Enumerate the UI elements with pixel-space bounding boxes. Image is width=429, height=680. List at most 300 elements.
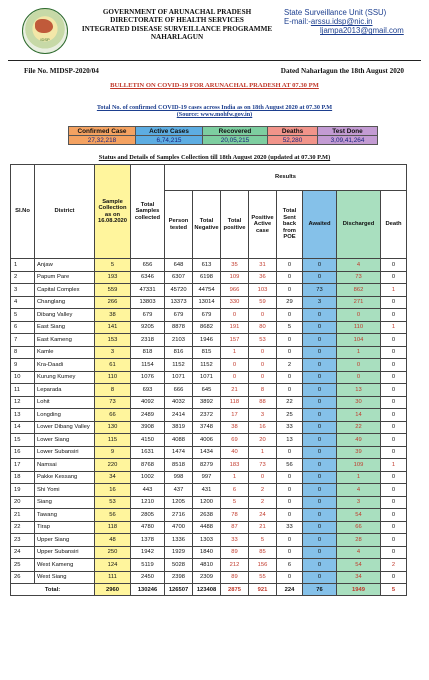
cell-death: 0 bbox=[381, 534, 407, 547]
total-cell: 2875 bbox=[221, 584, 249, 596]
cell-death: 0 bbox=[381, 446, 407, 459]
table-row bbox=[11, 434, 407, 447]
cell-sent-back: 5 bbox=[277, 321, 303, 334]
cell-total-samples: 3908 bbox=[131, 421, 165, 434]
cell-person-tested: 45720 bbox=[165, 284, 193, 297]
cell-person-tested: 2398 bbox=[165, 571, 193, 584]
col-header-total-positive: Total positive bbox=[221, 191, 249, 259]
cell-sample-today: 220 bbox=[95, 459, 131, 472]
cell-total-positive: 17 bbox=[221, 409, 249, 422]
cell-sent-back: 56 bbox=[277, 459, 303, 472]
cell-sent-back: 0 bbox=[277, 546, 303, 559]
cell-person-tested: 998 bbox=[165, 471, 193, 484]
cell-total-negative: 815 bbox=[193, 346, 221, 359]
cell-positive-active: 80 bbox=[249, 321, 277, 334]
cell-person-tested: 437 bbox=[165, 484, 193, 497]
table-row bbox=[11, 384, 407, 397]
total-cell: 921 bbox=[249, 584, 277, 596]
cell-sent-back: 0 bbox=[277, 259, 303, 272]
cell-awaited: 73 bbox=[303, 284, 337, 297]
table-row bbox=[11, 421, 407, 434]
cell-discharged: 49 bbox=[337, 434, 381, 447]
cell-sample-today: 559 bbox=[95, 284, 131, 297]
cell-discharged: 862 bbox=[337, 284, 381, 297]
table-row bbox=[11, 509, 407, 522]
cell-total-samples: 656 bbox=[131, 259, 165, 272]
cell-total-positive: 109 bbox=[221, 271, 249, 284]
row-sno: 9 bbox=[11, 359, 35, 372]
cell-awaited: 0 bbox=[303, 571, 337, 584]
cell-person-tested: 4088 bbox=[165, 434, 193, 447]
email-label: E-mail:- bbox=[284, 17, 311, 27]
cell-total-positive: 35 bbox=[221, 259, 249, 272]
cell-sample-today: 66 bbox=[95, 409, 131, 422]
cell-awaited: 0 bbox=[303, 446, 337, 459]
cell-sample-today: 38 bbox=[95, 309, 131, 322]
cell-positive-active: 8 bbox=[249, 384, 277, 397]
heading-line: INTEGRATED DISEASE SURVEILLANCE PROGRAMME bbox=[81, 24, 273, 33]
cell-person-tested: 1071 bbox=[165, 371, 193, 384]
row-district: Kra-Daadi bbox=[35, 359, 95, 372]
cell-death: 0 bbox=[381, 471, 407, 484]
cell-sample-today: 115 bbox=[95, 434, 131, 447]
cell-total-negative: 997 bbox=[193, 471, 221, 484]
cell-total-positive: 1 bbox=[221, 471, 249, 484]
table-row bbox=[11, 559, 407, 572]
cell-total-samples: 4150 bbox=[131, 434, 165, 447]
cell-sent-back: 0 bbox=[277, 384, 303, 397]
cell-positive-active: 156 bbox=[249, 559, 277, 572]
row-district: Lower Dibang Valley bbox=[35, 421, 95, 434]
cell-sample-today: 9 bbox=[95, 446, 131, 459]
cell-total-samples: 693 bbox=[131, 384, 165, 397]
cell-total-samples: 818 bbox=[131, 346, 165, 359]
cell-awaited: 0 bbox=[303, 471, 337, 484]
cell-person-tested: 2103 bbox=[165, 334, 193, 347]
cell-awaited: 0 bbox=[303, 371, 337, 384]
cell-total-negative: 613 bbox=[193, 259, 221, 272]
cell-total-negative: 645 bbox=[193, 384, 221, 397]
cell-death: 0 bbox=[381, 259, 407, 272]
cell-sample-today: 266 bbox=[95, 296, 131, 309]
cell-positive-active: 0 bbox=[249, 359, 277, 372]
cell-positive-active: 2 bbox=[249, 496, 277, 509]
row-sno: 18 bbox=[11, 471, 35, 484]
row-sno: 10 bbox=[11, 371, 35, 384]
summary-header: Confirmed Case bbox=[69, 127, 136, 136]
summary-header: Test Done bbox=[318, 127, 378, 136]
row-sno: 26 bbox=[11, 571, 35, 584]
row-district: West Kameng bbox=[35, 559, 95, 572]
col-header-person-tested: Person tested bbox=[165, 191, 193, 259]
table-row bbox=[11, 471, 407, 484]
cell-total-samples: 47331 bbox=[131, 284, 165, 297]
cell-awaited: 0 bbox=[303, 559, 337, 572]
cell-sent-back: 0 bbox=[277, 371, 303, 384]
cell-total-positive: 118 bbox=[221, 396, 249, 409]
cell-total-samples: 8768 bbox=[131, 459, 165, 472]
cell-total-samples: 13803 bbox=[131, 296, 165, 309]
map-emblem-icon bbox=[35, 19, 53, 33]
india-note-text: Total No. of confirmed COVID-19 cases across India as on 18th August 2020 at 07.30 P.M bbox=[96, 104, 333, 111]
india-note bbox=[0, 104, 429, 118]
cell-total-positive: 89 bbox=[221, 571, 249, 584]
row-district: Lohit bbox=[35, 396, 95, 409]
cell-discharged: 271 bbox=[337, 296, 381, 309]
cell-total-negative: 2372 bbox=[193, 409, 221, 422]
cell-total-negative: 1200 bbox=[193, 496, 221, 509]
cell-total-negative: 679 bbox=[193, 309, 221, 322]
col-header-sent-back: Total Sent back from POE bbox=[277, 191, 303, 259]
cell-total-negative: 1303 bbox=[193, 534, 221, 547]
cell-total-positive: 38 bbox=[221, 421, 249, 434]
cell-positive-active: 20 bbox=[249, 434, 277, 447]
cell-total-samples: 1210 bbox=[131, 496, 165, 509]
cell-discharged: 0 bbox=[337, 309, 381, 322]
total-cell: 123408 bbox=[193, 584, 221, 596]
row-district: Shi Yomi bbox=[35, 484, 95, 497]
cell-sent-back: 25 bbox=[277, 409, 303, 422]
cell-awaited: 0 bbox=[303, 509, 337, 522]
cell-total-positive: 191 bbox=[221, 321, 249, 334]
total-cell: 1949 bbox=[337, 584, 381, 596]
row-sno: 6 bbox=[11, 321, 35, 334]
cell-person-tested: 648 bbox=[165, 259, 193, 272]
cell-sample-today: 124 bbox=[95, 559, 131, 572]
cell-sent-back: 0 bbox=[277, 284, 303, 297]
row-sno: 12 bbox=[11, 396, 35, 409]
cell-awaited: 0 bbox=[303, 321, 337, 334]
row-sno: 24 bbox=[11, 546, 35, 559]
cell-total-positive: 78 bbox=[221, 509, 249, 522]
row-sno: 21 bbox=[11, 509, 35, 522]
table-row bbox=[11, 271, 407, 284]
cell-death: 0 bbox=[381, 421, 407, 434]
bulletin-title: BULLETIN ON COVID-19 FOR ARUNACHAL PRADESH AT 07.30 PM bbox=[110, 82, 319, 89]
table-row bbox=[11, 446, 407, 459]
cell-awaited: 3 bbox=[303, 296, 337, 309]
cell-total-samples: 1631 bbox=[131, 446, 165, 459]
cell-person-tested: 1474 bbox=[165, 446, 193, 459]
row-district: Kamle bbox=[35, 346, 95, 359]
row-district: Capital Complex bbox=[35, 284, 95, 297]
results-group-header: Results bbox=[165, 165, 407, 191]
cell-death: 0 bbox=[381, 546, 407, 559]
row-district: Anjaw bbox=[35, 259, 95, 272]
cell-sample-today: 61 bbox=[95, 359, 131, 372]
cell-discharged: 22 bbox=[337, 421, 381, 434]
cell-positive-active: 5 bbox=[249, 534, 277, 547]
col-header-district: District bbox=[35, 165, 95, 259]
cell-death: 0 bbox=[381, 371, 407, 384]
col-header-awaited: Awaited bbox=[303, 191, 337, 259]
cell-discharged: 28 bbox=[337, 534, 381, 547]
row-sno: 4 bbox=[11, 296, 35, 309]
cell-total-samples: 6346 bbox=[131, 271, 165, 284]
cell-awaited: 0 bbox=[303, 459, 337, 472]
cell-positive-active: 3 bbox=[249, 409, 277, 422]
heading-line: GOVERNMENT OF ARUNACHAL PRADESH bbox=[102, 8, 252, 16]
summary-header: Deaths bbox=[268, 127, 318, 136]
cell-person-tested: 4032 bbox=[165, 396, 193, 409]
cell-awaited: 0 bbox=[303, 434, 337, 447]
cell-sample-today: 8 bbox=[95, 384, 131, 397]
cell-positive-active: 2 bbox=[249, 484, 277, 497]
cell-sample-today: 73 bbox=[95, 396, 131, 409]
cell-total-negative: 3748 bbox=[193, 421, 221, 434]
heading-line: NAHARLAGUN bbox=[150, 33, 204, 42]
total-cell: 2960 bbox=[95, 584, 131, 596]
cell-total-negative: 1946 bbox=[193, 334, 221, 347]
table-row bbox=[11, 371, 407, 384]
cell-discharged: 0 bbox=[337, 371, 381, 384]
cell-discharged: 3 bbox=[337, 496, 381, 509]
cell-total-negative: 8682 bbox=[193, 321, 221, 334]
cell-sent-back: 0 bbox=[277, 509, 303, 522]
cell-awaited: 0 bbox=[303, 521, 337, 534]
status-title: Status and Details of Samples Collection till 18th August 2020 (updated at 07.30 P.M) bbox=[98, 154, 331, 161]
cell-total-positive: 0 bbox=[221, 359, 249, 372]
cell-discharged: 1 bbox=[337, 346, 381, 359]
cell-sample-today: 130 bbox=[95, 421, 131, 434]
cell-death: 0 bbox=[381, 384, 407, 397]
cell-total-positive: 0 bbox=[221, 371, 249, 384]
table-row bbox=[11, 396, 407, 409]
cell-person-tested: 4700 bbox=[165, 521, 193, 534]
row-sno: 19 bbox=[11, 484, 35, 497]
cell-death: 0 bbox=[381, 309, 407, 322]
file-line bbox=[24, 67, 404, 75]
row-district: Lower Subansiri bbox=[35, 446, 95, 459]
cell-total-negative: 2638 bbox=[193, 509, 221, 522]
cell-sample-today: 193 bbox=[95, 271, 131, 284]
cell-positive-active: 1 bbox=[249, 446, 277, 459]
cell-total-negative: 1071 bbox=[193, 371, 221, 384]
cell-sent-back: 0 bbox=[277, 346, 303, 359]
total-label: Total: bbox=[11, 584, 95, 596]
samples-table bbox=[10, 164, 407, 596]
unit-name: State Surveillance Unit (SSU) bbox=[284, 8, 387, 17]
cell-death: 0 bbox=[381, 521, 407, 534]
cell-discharged: 109 bbox=[337, 459, 381, 472]
cell-discharged: 4 bbox=[337, 259, 381, 272]
cell-total-positive: 5 bbox=[221, 496, 249, 509]
cell-positive-active: 0 bbox=[249, 471, 277, 484]
india-source[interactable]: (Source: www.mohfw.gov.in) bbox=[176, 111, 253, 119]
cell-total-samples: 1378 bbox=[131, 534, 165, 547]
table-row bbox=[11, 284, 407, 297]
cell-sent-back: 22 bbox=[277, 396, 303, 409]
cell-total-positive: 40 bbox=[221, 446, 249, 459]
cell-total-samples: 5119 bbox=[131, 559, 165, 572]
cell-discharged: 4 bbox=[337, 546, 381, 559]
cell-person-tested: 13373 bbox=[165, 296, 193, 309]
cell-discharged: 14 bbox=[337, 409, 381, 422]
file-number: File No. MIDSP-2020/04 bbox=[24, 67, 99, 75]
table-row bbox=[11, 546, 407, 559]
row-district: Lower Siang bbox=[35, 434, 95, 447]
email-link[interactable]: ljampa2013@gmail.com bbox=[320, 26, 404, 36]
cell-person-tested: 1205 bbox=[165, 496, 193, 509]
table-row bbox=[11, 459, 407, 472]
row-district: Tawang bbox=[35, 509, 95, 522]
cell-total-positive: 6 bbox=[221, 484, 249, 497]
cell-awaited: 0 bbox=[303, 346, 337, 359]
idsp-logo bbox=[22, 8, 68, 54]
total-cell: 126507 bbox=[165, 584, 193, 596]
cell-awaited: 0 bbox=[303, 309, 337, 322]
cell-death: 0 bbox=[381, 571, 407, 584]
cell-death: 1 bbox=[381, 459, 407, 472]
cell-discharged: 104 bbox=[337, 334, 381, 347]
summary-value: 27,32,218 bbox=[69, 136, 136, 145]
cell-positive-active: 88 bbox=[249, 396, 277, 409]
cell-sample-today: 118 bbox=[95, 521, 131, 534]
col-header-discharged: Discharged bbox=[337, 191, 381, 259]
cell-total-samples: 9205 bbox=[131, 321, 165, 334]
total-cell: 224 bbox=[277, 584, 303, 596]
cell-death: 0 bbox=[381, 346, 407, 359]
cell-total-negative: 3892 bbox=[193, 396, 221, 409]
col-header-total-negative: Total Negative bbox=[193, 191, 221, 259]
row-sno: 13 bbox=[11, 409, 35, 422]
cell-positive-active: 0 bbox=[249, 371, 277, 384]
row-district: Upper Siang bbox=[35, 534, 95, 547]
cell-sent-back: 29 bbox=[277, 296, 303, 309]
cell-death: 0 bbox=[381, 434, 407, 447]
cell-total-negative: 4488 bbox=[193, 521, 221, 534]
cell-total-samples: 443 bbox=[131, 484, 165, 497]
cell-discharged: 34 bbox=[337, 571, 381, 584]
row-district: Leparada bbox=[35, 384, 95, 397]
cell-person-tested: 8518 bbox=[165, 459, 193, 472]
cell-discharged: 110 bbox=[337, 321, 381, 334]
table-row bbox=[11, 321, 407, 334]
cell-total-samples: 2318 bbox=[131, 334, 165, 347]
cell-death: 0 bbox=[381, 396, 407, 409]
cell-total-samples: 2450 bbox=[131, 571, 165, 584]
table-row bbox=[11, 346, 407, 359]
row-district: Changlang bbox=[35, 296, 95, 309]
cell-total-negative: 1152 bbox=[193, 359, 221, 372]
cell-positive-active: 24 bbox=[249, 509, 277, 522]
table-row bbox=[11, 534, 407, 547]
cell-awaited: 0 bbox=[303, 409, 337, 422]
row-sno: 7 bbox=[11, 334, 35, 347]
cell-total-samples: 2489 bbox=[131, 409, 165, 422]
cell-total-negative: 4006 bbox=[193, 434, 221, 447]
cell-sent-back: 0 bbox=[277, 571, 303, 584]
cell-discharged: 66 bbox=[337, 521, 381, 534]
cell-total-samples: 2805 bbox=[131, 509, 165, 522]
col-header-sno: Sl.No bbox=[11, 165, 35, 259]
cell-sent-back: 33 bbox=[277, 521, 303, 534]
cell-sent-back: 0 bbox=[277, 309, 303, 322]
cell-sample-today: 53 bbox=[95, 496, 131, 509]
cell-total-positive: 157 bbox=[221, 334, 249, 347]
row-district: Namsai bbox=[35, 459, 95, 472]
cell-sample-today: 3 bbox=[95, 346, 131, 359]
table-row bbox=[11, 334, 407, 347]
cell-sent-back: 0 bbox=[277, 496, 303, 509]
row-district: Siang bbox=[35, 496, 95, 509]
cell-total-positive: 0 bbox=[221, 309, 249, 322]
heading-line: DIRECTORATE OF HEALTH SERVICES bbox=[110, 16, 244, 25]
row-sno: 14 bbox=[11, 421, 35, 434]
cell-discharged: 54 bbox=[337, 509, 381, 522]
table-row bbox=[11, 484, 407, 497]
cell-awaited: 0 bbox=[303, 359, 337, 372]
row-sno: 17 bbox=[11, 459, 35, 472]
col-header-total-samples: Total Samples collected bbox=[131, 165, 165, 259]
cell-positive-active: 0 bbox=[249, 346, 277, 359]
table-row bbox=[11, 296, 407, 309]
cell-death: 0 bbox=[381, 334, 407, 347]
cell-discharged: 4 bbox=[337, 484, 381, 497]
cell-total-positive: 212 bbox=[221, 559, 249, 572]
row-district: Pakke Kessang bbox=[35, 471, 95, 484]
row-district: Papum Pare bbox=[35, 271, 95, 284]
cell-sample-today: 34 bbox=[95, 471, 131, 484]
cell-total-negative: 1434 bbox=[193, 446, 221, 459]
col-header-positive-active: Positive Active case bbox=[249, 191, 277, 259]
summary-value: 6,74,215 bbox=[136, 136, 203, 145]
cell-death: 2 bbox=[381, 559, 407, 572]
cell-person-tested: 6307 bbox=[165, 271, 193, 284]
cell-sent-back: 0 bbox=[277, 471, 303, 484]
cell-sent-back: 2 bbox=[277, 359, 303, 372]
cell-discharged: 0 bbox=[337, 359, 381, 372]
table-body bbox=[11, 259, 407, 584]
letterhead bbox=[8, 6, 424, 66]
table-row bbox=[11, 359, 407, 372]
row-sno: 15 bbox=[11, 434, 35, 447]
table-row bbox=[11, 521, 407, 534]
cell-person-tested: 666 bbox=[165, 384, 193, 397]
cell-death: 0 bbox=[381, 509, 407, 522]
email-link[interactable]: arssu.idsp@nic.in bbox=[310, 17, 373, 27]
row-sno: 23 bbox=[11, 534, 35, 547]
cell-discharged: 73 bbox=[337, 271, 381, 284]
cell-person-tested: 5028 bbox=[165, 559, 193, 572]
table-row bbox=[11, 259, 407, 272]
cell-discharged: 54 bbox=[337, 559, 381, 572]
cell-awaited: 0 bbox=[303, 484, 337, 497]
cell-sent-back: 0 bbox=[277, 334, 303, 347]
cell-death: 1 bbox=[381, 284, 407, 297]
cell-positive-active: 0 bbox=[249, 309, 277, 322]
row-sno: 11 bbox=[11, 384, 35, 397]
summary-header: Recovered bbox=[203, 127, 268, 136]
row-district: Dibang Valley bbox=[35, 309, 95, 322]
cell-positive-active: 85 bbox=[249, 546, 277, 559]
cell-person-tested: 3819 bbox=[165, 421, 193, 434]
cell-total-positive: 21 bbox=[221, 384, 249, 397]
cell-positive-active: 53 bbox=[249, 334, 277, 347]
cell-awaited: 0 bbox=[303, 546, 337, 559]
cell-total-negative: 4810 bbox=[193, 559, 221, 572]
cell-person-tested: 2414 bbox=[165, 409, 193, 422]
table-row bbox=[11, 409, 407, 422]
cell-total-negative: 431 bbox=[193, 484, 221, 497]
cell-death: 1 bbox=[381, 321, 407, 334]
cell-total-positive: 966 bbox=[221, 284, 249, 297]
row-sno: 16 bbox=[11, 446, 35, 459]
row-sno: 22 bbox=[11, 521, 35, 534]
cell-total-positive: 87 bbox=[221, 521, 249, 534]
cell-positive-active: 59 bbox=[249, 296, 277, 309]
cell-total-negative: 13014 bbox=[193, 296, 221, 309]
